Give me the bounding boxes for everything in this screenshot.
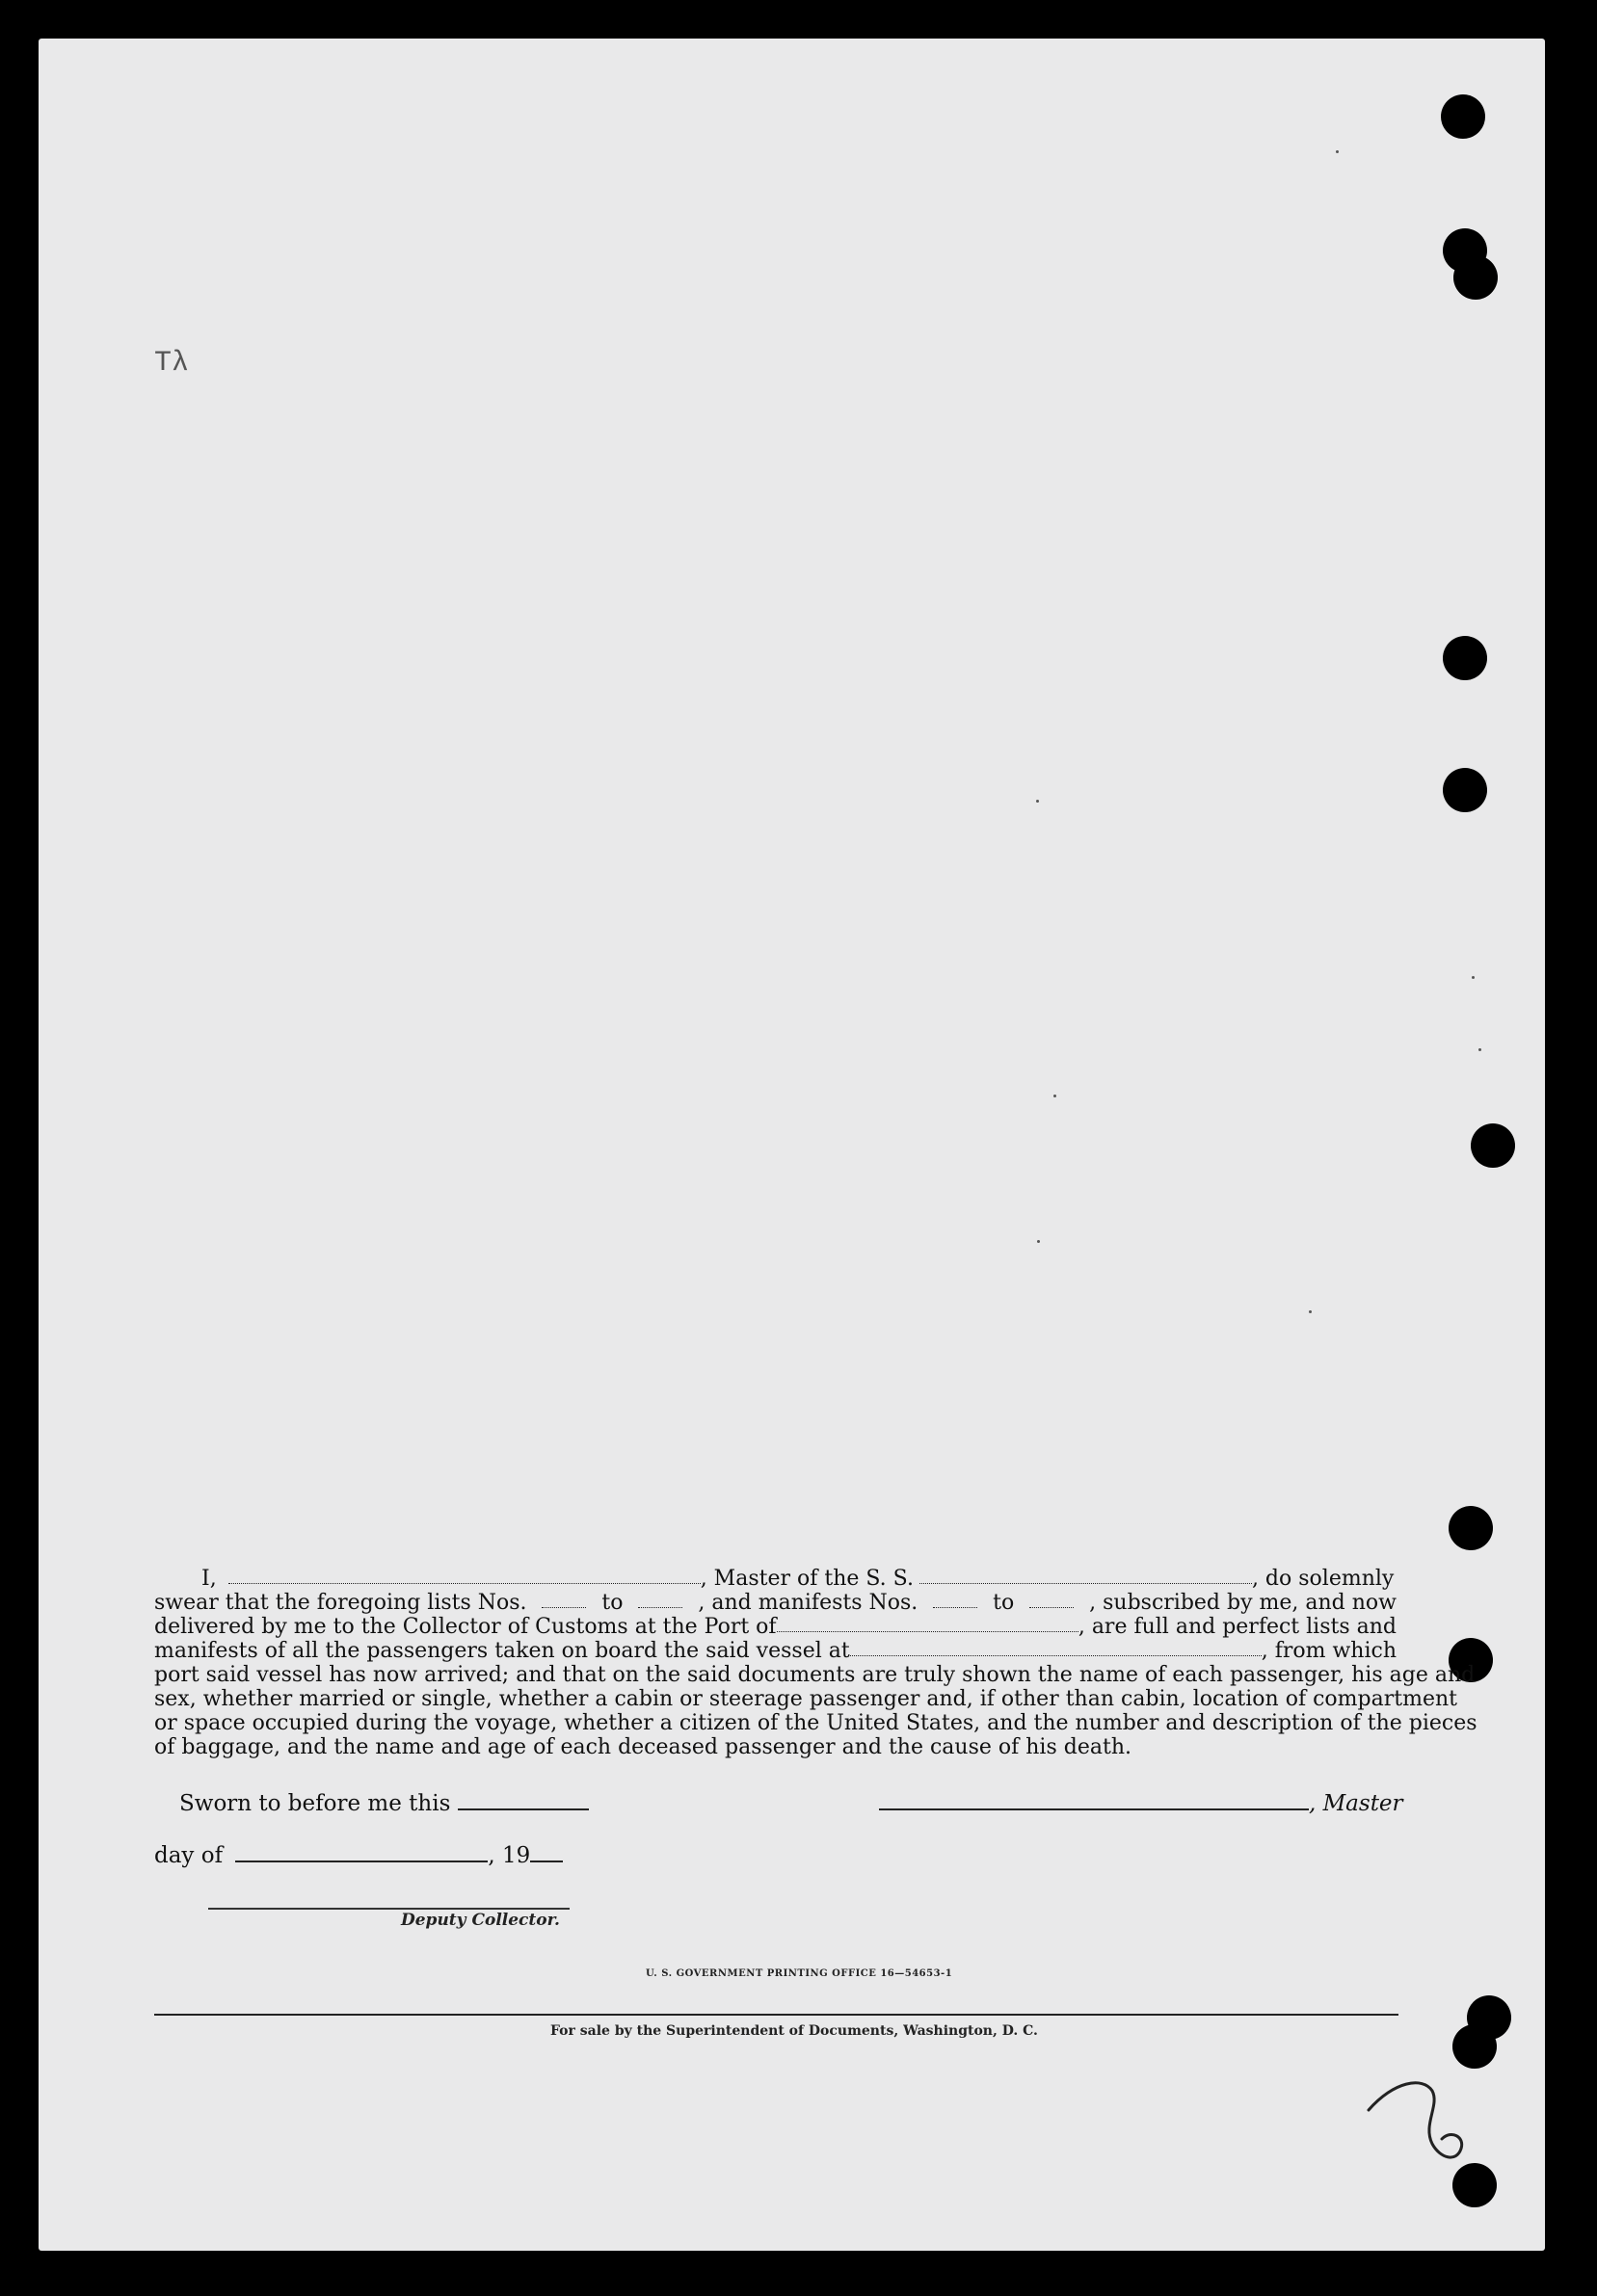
day-month-field[interactable] (235, 1842, 488, 1862)
master-signature-field[interactable] (879, 1790, 1309, 1810)
scan-speck (1053, 1095, 1056, 1097)
oath-line-1: I, , Master of the S. S. , do solemnly (201, 1567, 1395, 1591)
oath-line-2: swear that the foregoing lists Nos. to , and manifests Nos. to , subscribed by me, and now (154, 1591, 1397, 1615)
sworn-date-field[interactable] (458, 1790, 589, 1810)
footer-rule (154, 2014, 1398, 2016)
oath-line-3: delivered by me to the Collector of Customs at the Port of , are full and perfect lists and (154, 1615, 1397, 1639)
scan-speck (1478, 1048, 1481, 1051)
handwritten-mark (1365, 2072, 1480, 2177)
for-sale-notice: For sale by the Superintendent of Documents, Washington, D. C. (550, 2023, 1038, 2039)
embarkation-field[interactable] (850, 1639, 1262, 1656)
lists-from-field[interactable] (542, 1591, 586, 1608)
printing-office-imprint: U. S. GOVERNMENT PRINTING OFFICE 16—54653-1 (646, 1968, 953, 1979)
port-field[interactable] (777, 1615, 1078, 1632)
scan-speck (1336, 150, 1339, 153)
oath-line-5: port said vessel has now arrived; and that on the said documents are truly shown the name of each passenger, his age and (154, 1663, 1476, 1687)
master-oath (154, 1567, 1477, 1759)
margin-mark: Tλ (154, 347, 190, 380)
manifests-from-field[interactable] (933, 1591, 977, 1608)
scan-speck (1037, 1240, 1040, 1243)
scan-speck (1472, 976, 1475, 979)
deputy-collector-label: Deputy Collector. (401, 1911, 560, 1930)
year-field[interactable] (530, 1842, 563, 1862)
master-signature-row: , Master (879, 1790, 1403, 1816)
deputy-signature-line[interactable] (208, 1908, 570, 1910)
master-name-field[interactable] (228, 1567, 701, 1584)
punch-hole (1452, 2024, 1497, 2069)
sworn-row: Sworn to before me this (179, 1790, 589, 1816)
punch-hole (1471, 1123, 1515, 1168)
oath-line-8: of baggage, and the name and age of each deceased passenger and the cause of his death. (154, 1735, 1131, 1759)
ship-name-field[interactable] (919, 1567, 1252, 1584)
punch-hole (1441, 94, 1485, 139)
scan-speck (1309, 1310, 1312, 1313)
day-row: day of , 19 (154, 1842, 563, 1868)
lists-to-field[interactable] (638, 1591, 682, 1608)
oath-line-4: manifests of all the passengers taken on board the said vessel at , from which (154, 1639, 1397, 1663)
document-page (39, 39, 1545, 2251)
punch-hole (1449, 1506, 1493, 1550)
punch-hole (1443, 768, 1487, 812)
punch-hole (1443, 636, 1487, 680)
oath-line-7: or space occupied during the voyage, whether a citizen of the United States, and the number and description of the pieces (154, 1711, 1477, 1735)
manifests-to-field[interactable] (1029, 1591, 1074, 1608)
punch-hole (1453, 255, 1498, 300)
scan-speck (1036, 800, 1039, 803)
oath-line-6: sex, whether married or single, whether a cabin or steerage passenger and, if other than cabin, location of compartment (154, 1687, 1457, 1711)
